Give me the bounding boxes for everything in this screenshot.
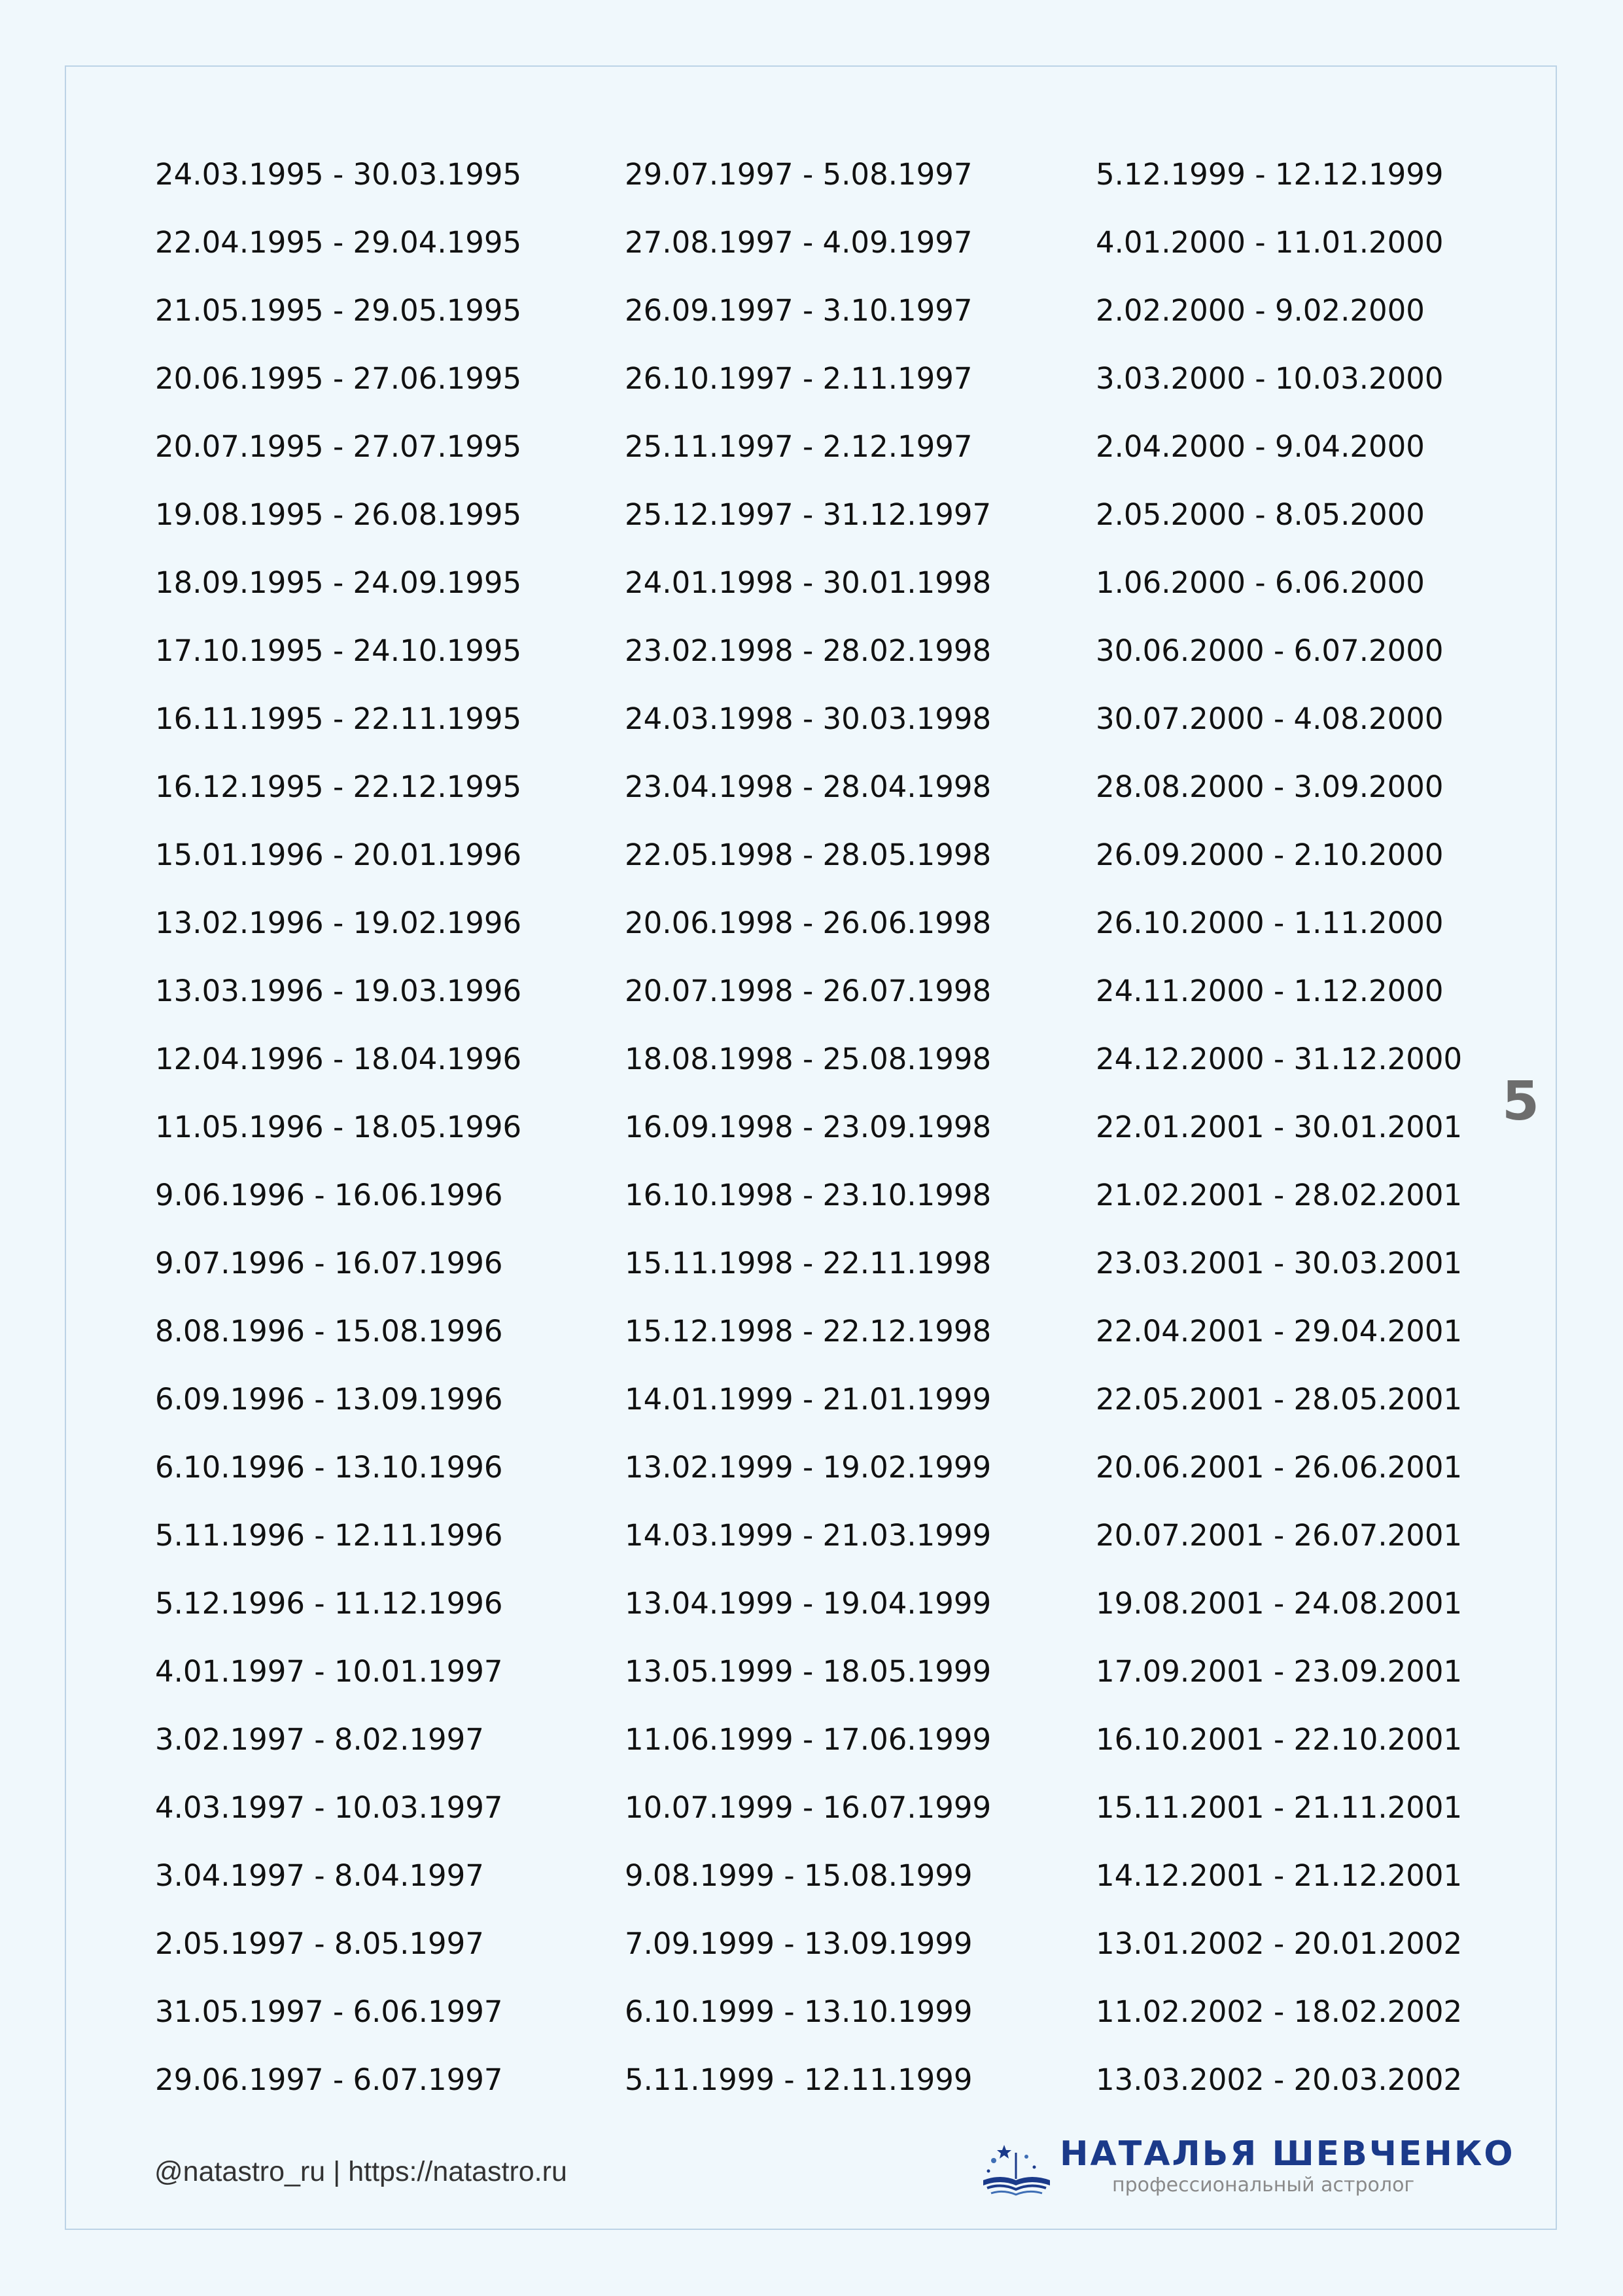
date-range-item: 2.05.1997 - 8.05.1997 <box>155 1926 484 1961</box>
date-range-item: 13.01.2002 - 20.01.2002 <box>1096 1926 1463 1961</box>
date-range-item: 22.05.1998 - 28.05.1998 <box>625 838 992 872</box>
date-range-item: 17.10.1995 - 24.10.1995 <box>155 633 522 668</box>
date-range-item: 4.01.2000 - 11.01.2000 <box>1096 225 1444 260</box>
date-range-item: 11.05.1996 - 18.05.1996 <box>155 1110 522 1144</box>
date-range-item: 13.04.1999 - 19.04.1999 <box>625 1586 992 1621</box>
date-range-item: 30.07.2000 - 4.08.2000 <box>1096 701 1444 736</box>
date-range-item: 9.06.1996 - 16.06.1996 <box>155 1178 503 1212</box>
page-number: 5 <box>1502 1070 1540 1133</box>
date-range-item: 31.05.1997 - 6.06.1997 <box>155 1994 503 2029</box>
date-range-item: 24.11.2000 - 1.12.2000 <box>1096 974 1444 1008</box>
date-range-item: 19.08.1995 - 26.08.1995 <box>155 497 522 532</box>
date-range-item: 13.05.1999 - 18.05.1999 <box>625 1654 992 1689</box>
date-range-item: 6.09.1996 - 13.09.1996 <box>155 1382 503 1417</box>
date-range-item: 13.02.1999 - 19.02.1999 <box>625 1450 992 1485</box>
date-range-item: 16.09.1998 - 23.09.1998 <box>625 1110 992 1144</box>
date-range-item: 9.07.1996 - 16.07.1996 <box>155 1246 503 1280</box>
date-range-item: 2.04.2000 - 9.04.2000 <box>1096 429 1425 464</box>
date-range-item: 29.07.1997 - 5.08.1997 <box>625 157 973 192</box>
date-range-item: 23.04.1998 - 28.04.1998 <box>625 769 992 804</box>
website-link[interactable]: https://natastro.ru <box>348 2156 567 2187</box>
date-range-item: 18.09.1995 - 24.09.1995 <box>155 565 522 600</box>
date-range-item: 13.02.1996 - 19.02.1996 <box>155 906 522 940</box>
date-range-item: 14.01.1999 - 21.01.1999 <box>625 1382 992 1417</box>
date-range-item: 15.11.1998 - 22.11.1998 <box>625 1246 992 1280</box>
date-range-item: 20.06.2001 - 26.06.2001 <box>1096 1450 1463 1485</box>
date-range-item: 26.10.2000 - 1.11.2000 <box>1096 906 1444 940</box>
date-range-item: 16.12.1995 - 22.12.1995 <box>155 769 522 804</box>
date-range-item: 13.03.1996 - 19.03.1996 <box>155 974 522 1008</box>
date-range-item: 26.09.2000 - 2.10.2000 <box>1096 838 1444 872</box>
date-range-item: 25.12.1997 - 31.12.1997 <box>625 497 992 532</box>
date-range-item: 24.03.1998 - 30.03.1998 <box>625 701 992 736</box>
date-range-item: 16.10.2001 - 22.10.2001 <box>1096 1722 1463 1757</box>
date-range-item: 2.05.2000 - 8.05.2000 <box>1096 497 1425 532</box>
date-range-item: 20.06.1995 - 27.06.1995 <box>155 361 522 396</box>
date-range-item: 3.03.2000 - 10.03.2000 <box>1096 361 1444 396</box>
date-range-item: 11.02.2002 - 18.02.2002 <box>1096 1994 1463 2029</box>
date-range-item: 8.08.1996 - 15.08.1996 <box>155 1314 503 1349</box>
date-range-item: 22.04.1995 - 29.04.1995 <box>155 225 522 260</box>
logo-name: НАТАЛЬЯ ШЕВЧЕНКО <box>1060 2134 1515 2174</box>
date-range-item: 20.07.1995 - 27.07.1995 <box>155 429 522 464</box>
date-column-2 <box>625 155 991 2128</box>
date-range-item: 1.06.2000 - 6.06.2000 <box>1096 565 1425 600</box>
date-range-item: 9.08.1999 - 15.08.1999 <box>625 1858 973 1893</box>
date-range-item: 5.11.1996 - 12.11.1996 <box>155 1518 503 1553</box>
date-range-item: 16.10.1998 - 23.10.1998 <box>625 1178 992 1212</box>
date-range-item: 16.11.1995 - 22.11.1995 <box>155 701 522 736</box>
date-range-item: 22.04.2001 - 29.04.2001 <box>1096 1314 1463 1349</box>
date-range-item: 15.01.1996 - 20.01.1996 <box>155 838 522 872</box>
date-range-item: 25.11.1997 - 2.12.1997 <box>625 429 973 464</box>
date-range-item: 20.07.1998 - 26.07.1998 <box>625 974 992 1008</box>
date-range-item: 21.05.1995 - 29.05.1995 <box>155 293 522 328</box>
date-range-item: 5.12.1999 - 12.12.1999 <box>1096 157 1444 192</box>
date-range-item: 15.11.2001 - 21.11.2001 <box>1096 1790 1463 1825</box>
date-range-item: 7.09.1999 - 13.09.1999 <box>625 1926 973 1961</box>
date-range-item: 26.09.1997 - 3.10.1997 <box>625 293 973 328</box>
date-range-item: 20.07.2001 - 26.07.2001 <box>1096 1518 1463 1553</box>
date-range-item: 2.02.2000 - 9.02.2000 <box>1096 293 1425 328</box>
date-range-item: 15.12.1998 - 22.12.1998 <box>625 1314 992 1349</box>
date-range-item: 22.05.2001 - 28.05.2001 <box>1096 1382 1463 1417</box>
date-range-item: 6.10.1996 - 13.10.1996 <box>155 1450 503 1485</box>
date-range-item: 27.08.1997 - 4.09.1997 <box>625 225 973 260</box>
date-range-item: 4.03.1997 - 10.03.1997 <box>155 1790 503 1825</box>
footer-links <box>154 2156 567 2188</box>
date-column-1 <box>155 155 521 2128</box>
date-range-item: 28.08.2000 - 3.09.2000 <box>1096 769 1444 804</box>
brand-logo <box>978 2133 1515 2199</box>
date-range-item: 3.02.1997 - 8.02.1997 <box>155 1722 484 1757</box>
date-range-item: 22.01.2001 - 30.01.2001 <box>1096 1110 1463 1144</box>
date-range-item: 5.12.1996 - 11.12.1996 <box>155 1586 503 1621</box>
date-range-item: 26.10.1997 - 2.11.1997 <box>625 361 973 396</box>
date-range-item: 21.02.2001 - 28.02.2001 <box>1096 1178 1463 1212</box>
date-range-item: 20.06.1998 - 26.06.1998 <box>625 906 992 940</box>
date-range-item: 29.06.1997 - 6.07.1997 <box>155 2062 503 2097</box>
date-range-item: 14.12.2001 - 21.12.2001 <box>1096 1858 1463 1893</box>
date-range-item: 18.08.1998 - 25.08.1998 <box>625 1042 992 1076</box>
date-range-item: 30.06.2000 - 6.07.2000 <box>1096 633 1444 668</box>
book-stars-logo-icon <box>978 2133 1056 2199</box>
date-range-item: 17.09.2001 - 23.09.2001 <box>1096 1654 1463 1689</box>
date-range-item: 12.04.1996 - 18.04.1996 <box>155 1042 522 1076</box>
date-range-item: 6.10.1999 - 13.10.1999 <box>625 1994 973 2029</box>
date-column-3 <box>1096 155 1462 2128</box>
date-range-item: 23.03.2001 - 30.03.2001 <box>1096 1246 1463 1280</box>
date-range-item: 14.03.1999 - 21.03.1999 <box>625 1518 992 1553</box>
date-range-item: 19.08.2001 - 24.08.2001 <box>1096 1586 1463 1621</box>
date-range-item: 23.02.1998 - 28.02.1998 <box>625 633 992 668</box>
date-range-item: 10.07.1999 - 16.07.1999 <box>625 1790 992 1825</box>
date-range-item: 4.01.1997 - 10.01.1997 <box>155 1654 503 1689</box>
date-range-item: 24.01.1998 - 30.01.1998 <box>625 565 992 600</box>
logo-subtitle: профессиональный астролог <box>1112 2174 1415 2197</box>
date-range-item: 13.03.2002 - 20.03.2002 <box>1096 2062 1463 2097</box>
date-range-item: 3.04.1997 - 8.04.1997 <box>155 1858 484 1893</box>
date-range-item: 24.03.1995 - 30.03.1995 <box>155 157 522 192</box>
footer-separator: | <box>325 2156 349 2187</box>
date-range-item: 11.06.1999 - 17.06.1999 <box>625 1722 992 1757</box>
date-range-item: 5.11.1999 - 12.11.1999 <box>625 2062 973 2097</box>
social-handle-link[interactable]: @natastro_ru <box>154 2156 326 2187</box>
date-range-item: 24.12.2000 - 31.12.2000 <box>1096 1042 1463 1076</box>
